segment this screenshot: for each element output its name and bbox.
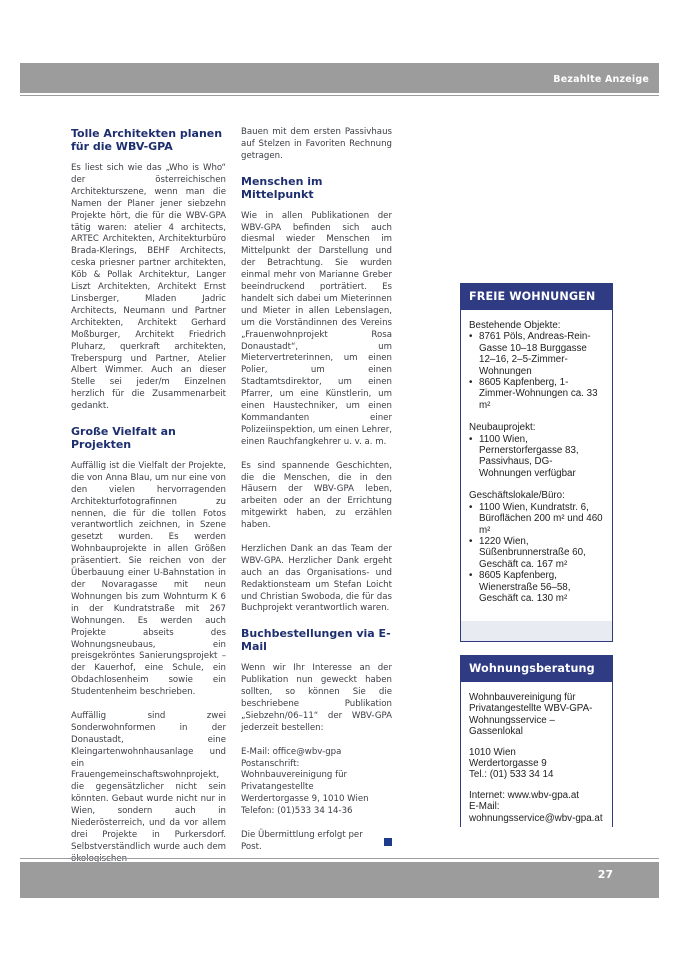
- contact-email: E-Mail: office@wbv-gpa: [241, 746, 342, 757]
- contact-postal-1: Postanschrift: Wohnbauvereinigung für Privatangestellte: [241, 758, 348, 793]
- existing-label: Bestehende Objekte:: [469, 320, 561, 331]
- heading-architects: Tolle Architekten planen für die WBV-GPA: [71, 127, 223, 153]
- list-item: • 1220 Wien, Süßenbrunnerstraße 60, Geschäft ca. 167 m²: [469, 536, 604, 570]
- paid-ad-label: Bezahlte Anzeige: [553, 74, 649, 85]
- contact-postal-2: Werdertorgasse 9, 1010 Wien: [241, 794, 369, 805]
- heading-people: Menschen im Mittelpunkt: [241, 174, 323, 201]
- advice-street: Werdertorgasse 9: [469, 758, 547, 770]
- list-item: • 8605 Kapfenberg, 1-Zimmer-Wohnungen ca. 33 m²: [469, 377, 604, 411]
- paragraph-architects: Es liest sich wie das „Who is Who“ der österreichischen Architekturszene, wenn man die Namen der Planer jener siebzehn Projekte hört, die für die WBV-GPA tätig waren: atelier 4 architects, ARTEC Architekten, Architekturbüro Brada-Klerings, BEHF Architects, ceska priesner partner architekten, Köb & Pollak Architektur, Langer Liszt Architekten, Architekt Ernst Linsberger, Mladen Jadric Architects, Neumann und Partner Architekten, Architekt Gerhard Moßburger, Architekt Friedrich Pluharz, querkraft architekten, Treberspurg und Partner, Atelier Albert Wimmer. Auch an dieser Stelle sei jeder/m Einzelnen herzlich für die Zusammenarbeit gedankt.: [71, 163, 226, 412]
- article-column-1: [71, 127, 226, 878]
- article-column-2: [241, 127, 392, 854]
- heading-book-orders: Buchbestellungen via E-Mail: [241, 627, 391, 654]
- contact-phone: Telefon: (01)533 34 14-36: [241, 806, 353, 817]
- paragraph-passive-house: Bauen mit dem ersten Passivhaus auf Stelzen in Favoriten Rechnung getragen.: [241, 127, 392, 161]
- free-apartments-title: FREIE WOHNUNGEN: [461, 284, 612, 310]
- paragraph-variety: Auffällig ist die Vielfalt der Projekte, die von Anna Blau, um nur eine von den vielen hervorragenden Architekturfotografinnen zu nennen, die für die tollen Fotos verantwortlich zeichnen, in Szene gesetzt wurden. Es werden Wohnbauprojekte in allen Größen präsentiert. Sie reichen von der Überbauung einer U-Bahnstation in der Novaragasse mit neun Wohnungen bis zum Wohnturm K 6 in der Kundratstraße mit 267 Wohnungen. Es werden auch Projekte abseits des Wohnungsneubaus, ein preisgekröntes Sanierungsprojekt – der Kauerhof, eine Schule, ein Obdachlosenheim sowie ein Studentenheim beschrieben.: [71, 460, 226, 698]
- advice-internet[interactable]: Internet: www.wbv-gpa.at: [469, 789, 579, 801]
- footer-rule: [20, 858, 659, 859]
- housing-advice-body: [461, 682, 612, 830]
- housing-advice-title: Wohnungsberatung: [461, 656, 612, 682]
- closing-line: [241, 830, 392, 854]
- free-apartments-body: [461, 310, 612, 621]
- commercial-label: Geschäftslokale/Büro:: [469, 490, 565, 502]
- list-item: • 8761 Pöls, Andreas-Rein-Gasse 10–18 Burggasse 12–16, 2–5-Zimmer-Wohnungen: [469, 331, 604, 377]
- closing-text: Die Übermittlung erfolgt per Post.: [241, 829, 363, 852]
- new-build-label: Neubauprojekt:: [469, 422, 536, 434]
- advice-tel: Tel.: (01) 533 34 14: [469, 769, 554, 781]
- list-item: • 1100 Wien, Pernerstorfergasse 83, Passivhaus, DG-Wohnungen verfügbar: [469, 434, 604, 480]
- paragraph-people: Wie in allen Publikationen der WBV-GPA befinden sich auch diesmal wieder Menschen im Mittelpunkt der Darstellung und der Betrachtung. Sie wurden einmal mehr von Marianne Greber beeindruckend porträtiert. Es handelt sich dabei um Mieterinnen und Mieter in allen Lebenslagen, um die Vorständinnen des Vereins „Frauenwohnprojekt Rosa Donaustadt“, um Mietervertreterinnen, um einen Polier, um einen Stadtamtsdirektor, um einen Pfarrer, um eine Künstlerin, um einen Haustechniker, um einen Kommandanten einer Polizeiinspektion, um einen Lehrer, einen Rauchfangkehrer u. v. a. m.: [241, 210, 392, 447]
- paragraph-stories: Es sind spannende Geschichten, die die Menschen, die in den Häusern der WBV-GPA leben, arbeiten oder an der Errichtung mitgewirkt haben, zu erzählen haben.: [241, 460, 392, 531]
- list-item: • 8605 Kapfenberg, Wienerstraße 56–58, Geschäft ca. 130 m²: [469, 570, 604, 604]
- paragraph-order-info: Wenn wir Ihr Interesse an der Publikation nun geweckt haben sollten, so können Sie die beschriebene Publikation „Siebzehn/06–11“ der WBV-GPA jederzeit bestellen:: [241, 663, 392, 733]
- heading-variety: Große Vielfalt an Projekten: [71, 424, 176, 451]
- end-mark-square-icon: [384, 838, 392, 846]
- advice-email[interactable]: E-Mail: wohnungsservice@wbv-gpa.at: [469, 801, 603, 824]
- housing-advice-box: [460, 655, 613, 827]
- page-number: 27: [597, 868, 613, 881]
- advice-city: 1010 Wien: [469, 746, 516, 758]
- header-rule: [20, 95, 659, 96]
- advice-org: Wohnbauvereinigung für Privatangestellte WBV-GPA-Wohnungsservice – Gassenlokal: [469, 692, 593, 738]
- new-build-section: [469, 422, 604, 479]
- footer-bar: [20, 862, 659, 898]
- free-apartments-box: [460, 283, 613, 642]
- commercial-section: [469, 490, 604, 604]
- list-item: • 1100 Wien, Kundratstr. 6, Büroflächen 200 m² und 460 m²: [469, 502, 604, 536]
- paragraph-thanks: Herzlichen Dank an das Team der WBV-GPA. Herzlicher Dank ergeht auch an das Organisations- und Redaktionsteam um Stefan Loicht und Christian Swoboda, die für das Buchprojekt verantwortlich waren.: [241, 543, 392, 614]
- paragraph-special-forms: Auffällig sind zwei Sonderwohnformen in der Donaustadt, eine Kleingartenwohnhausanlage und ein Frauengemeinschaftswohnprojekt, die gegensätzlicher nicht sein könnten. Gebaut wurde nicht nur in Wien, sondern auch in Niederösterreich, und da vor allem drei Projekte in Purkersdorf. Selbstverständlich wurde auch dem: [71, 710, 226, 852]
- existing-section: [469, 320, 604, 411]
